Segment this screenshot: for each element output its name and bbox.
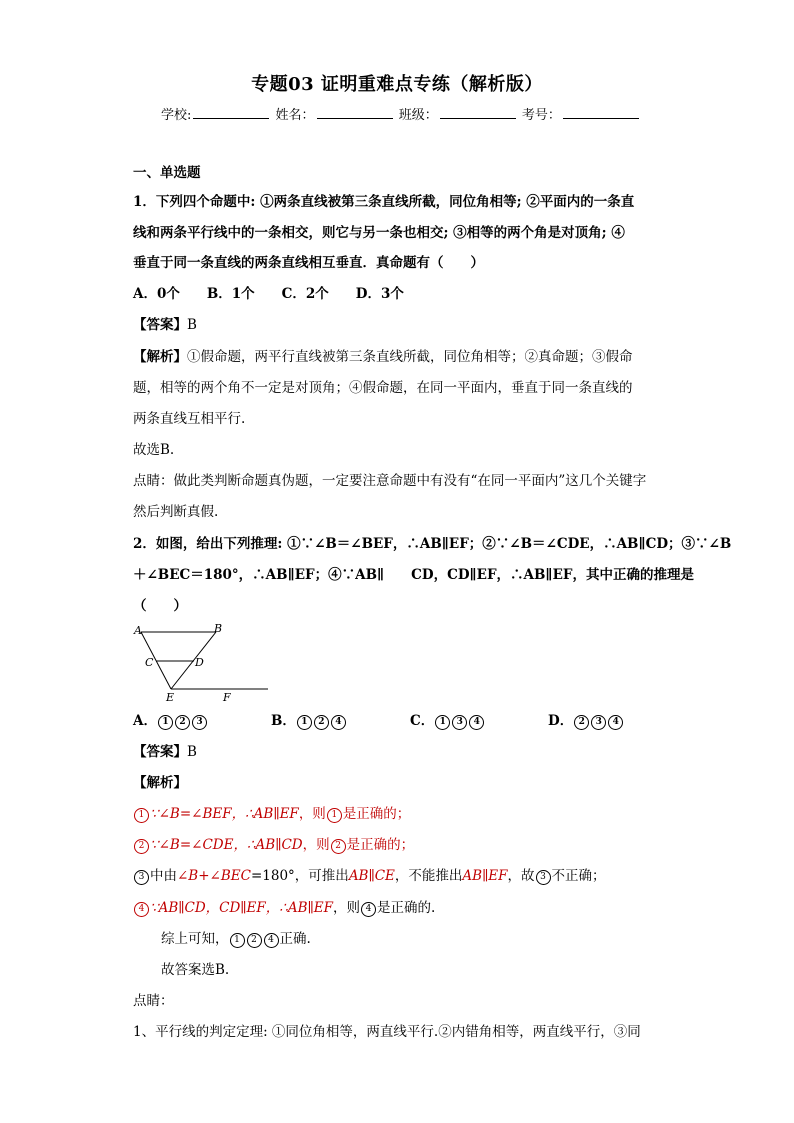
answer-value: B — [187, 744, 197, 760]
q2-option-d: D． 2 3 4 — [548, 711, 624, 731]
q1-choose: 故选B. — [133, 442, 175, 458]
school-blank — [193, 106, 269, 119]
q2-analysis-step-3: 3 中由∠B+∠BEC=180°，可推出AB∥CE，不能推出AB∥EF，故 3 不正确； — [133, 866, 606, 886]
q2-summary: 综上可知， 1 2 4 正确. — [161, 931, 311, 947]
q1-analysis-2: 题，相等的两个角不一定是对顶角；④假命题，在同一平面内，垂直于同一条直线的 — [133, 380, 633, 396]
label-e: E — [166, 691, 175, 704]
exam-no-label: 考号： — [521, 108, 561, 123]
q1-options: A．0个 B．1个 C．2个 D．3个 — [133, 286, 404, 302]
q1-analysis-1 — [133, 347, 633, 367]
label-a: A — [134, 624, 142, 637]
q2-analysis-step-2: 2 ∵∠B=∠CDE，∴AB∥CD，则 2 是正确的； — [133, 835, 414, 855]
geometry-figure — [130, 622, 270, 704]
q2-answer — [133, 742, 197, 762]
name-blank — [317, 106, 393, 119]
q2-analysis-step-4: 4 ∵AB∥CD，CD∥EF，∴AB∥EF，则 4 是正确的. — [133, 898, 435, 918]
q2-line-3: （ ） — [133, 598, 187, 614]
answer-label: 【答案】 — [133, 744, 187, 760]
exam-no-blank — [563, 106, 639, 119]
q2-option-b: B． 1 2 4 — [271, 711, 347, 731]
label-f: F — [223, 691, 231, 704]
q2-rule: 1、平行线的判定定理: ①同位角相等，两直线平行.②内错角相等，两直线平行，③同 — [133, 1024, 641, 1040]
analysis-text: ①假命题，两平行直线被第三条直线所截，同位角相等；②真命题；③假命 — [187, 349, 633, 365]
label-c: C — [145, 656, 154, 669]
q2-option-a: A． 1 2 3 — [133, 711, 208, 731]
q1-line-3: 垂直于同一条直线的两条直线相互垂直．真命题有（ ） — [133, 255, 484, 271]
q2-line-2: ＋∠BEC＝180°，∴AB∥EF；④∵AB∥ CD，CD∥EF，∴AB∥EF，其中正确的推理是 — [133, 567, 694, 583]
q1-line-1: 1．下列四个命题中: ①两条直线被第三条直线所截，同位角相等; ②平面内的一条直 — [133, 194, 635, 210]
q2-option-c: C． 1 3 4 — [410, 711, 485, 731]
q2-tip-label: 点睛： — [133, 993, 174, 1009]
q1-answer — [133, 315, 197, 335]
q1-tip-1: 点睛：做此类判断命题真伪题，一定要注意命题中有没有“在同一平面内”这几个关键字 — [133, 473, 647, 489]
class-blank — [440, 106, 516, 119]
section-heading: 一、单选题 — [133, 165, 201, 181]
answer-label: 【答案】 — [133, 317, 187, 333]
q2-analysis-step-1: 1 ∵∠B=∠BEF，∴AB∥EF，则 1 是正确的； — [133, 804, 410, 824]
name-label: 姓名： — [275, 108, 315, 123]
school-label: 学校: — [161, 108, 192, 123]
student-info-line — [161, 104, 641, 123]
q1-tip-2: 然后判断真假. — [133, 504, 219, 520]
answer-value: B — [187, 317, 197, 333]
q2-choose: 故答案选B. — [161, 962, 230, 978]
analysis-label: 【解析】 — [133, 349, 187, 365]
label-b: B — [214, 622, 223, 635]
class-label: 班级： — [398, 108, 438, 123]
label-d: D — [195, 656, 204, 669]
q1-analysis-3: 两条直线互相平行. — [133, 411, 246, 427]
q2-line-1: 2．如图，给出下列推理: ①∵∠B＝∠BEF，∴AB∥EF；②∵∠B＝∠CDE，∴AB∥CD；③∵∠B — [133, 536, 732, 552]
page-title: 专题03 证明重难点专练（解析版） — [251, 74, 543, 95]
q1-line-2: 线和两条平行线中的一条相交，则它与另一条也相交; ③相等的两个角是对顶角; ④ — [133, 225, 625, 241]
q2-analysis-label: 【解析】 — [133, 775, 187, 791]
